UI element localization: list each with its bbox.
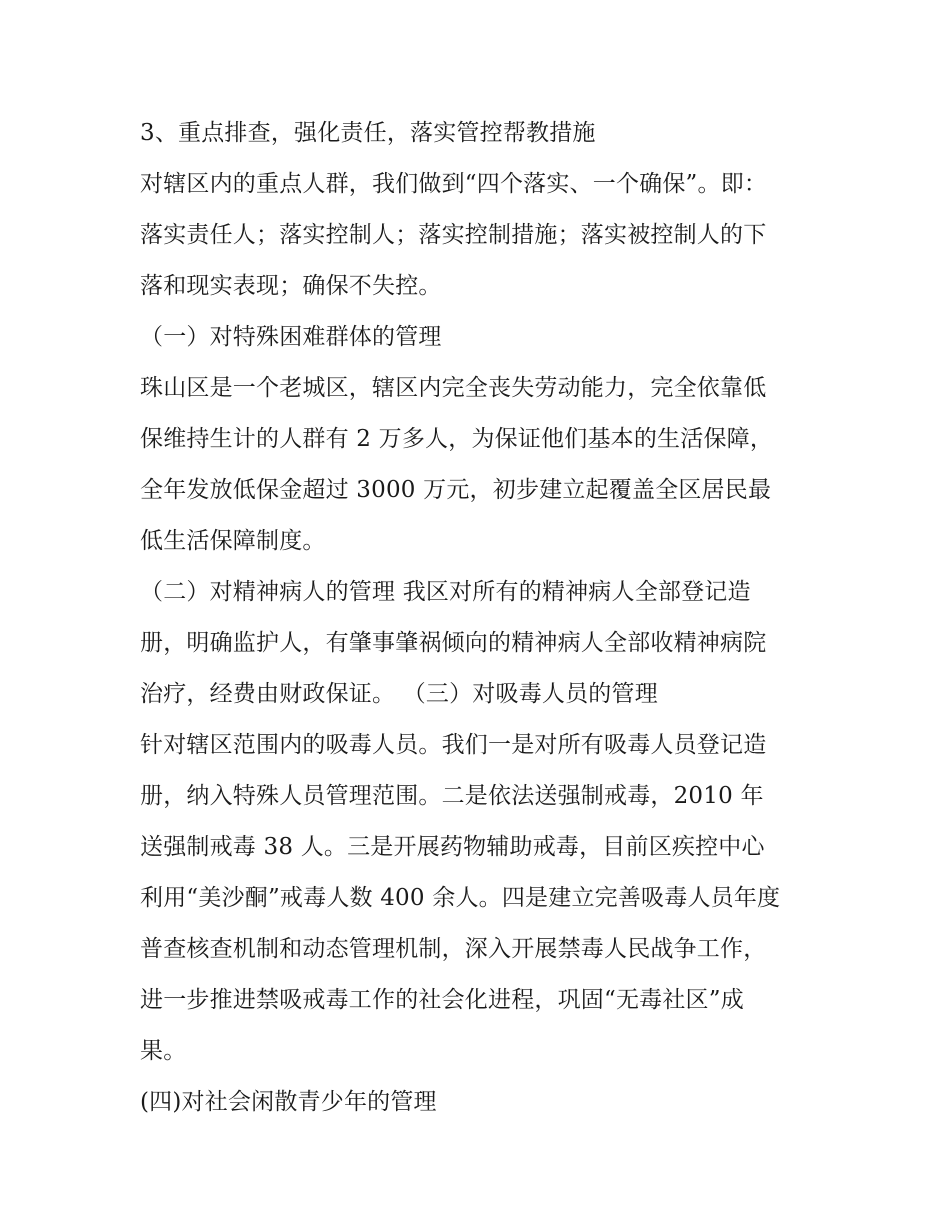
paragraph-line: 册，明确监护人，有肇事肇祸倾向的精神病人全部收精神病院: [140, 630, 767, 656]
paragraph-line: 落和现实表现；确保不失控。: [140, 273, 442, 299]
paragraph-line: 果。: [140, 1038, 187, 1064]
subsection-heading: （二）对精神病人的管理 我区对所有的精神病人全部登记造: [140, 579, 751, 605]
paragraph-line: 落实责任人；落实控制人；落实控制措施；落实被控制人的下: [140, 222, 767, 248]
paragraph-line: 普查核查机制和动态管理机制，深入开展禁毒人民战争工作，: [140, 936, 767, 962]
paragraph-line: 全年发放低保金超过 3000 万元，初步建立起覆盖全区居民最: [140, 477, 772, 503]
subsection-heading: (四)对社会闲散青少年的管理: [140, 1089, 437, 1115]
paragraph-line: 针对辖区范围内的吸毒人员。我们一是对所有吸毒人员登记造: [140, 732, 767, 758]
paragraph-line: 治疗，经费由财政保证。 （三）对吸毒人员的管理: [140, 681, 658, 707]
paragraph-line: 进一步推进禁吸戒毒工作的社会化进程，巩固“无毒社区”成: [140, 987, 744, 1013]
paragraph-line: 珠山区是一个老城区，辖区内完全丧失劳动能力，完全依靠低: [140, 375, 767, 401]
paragraph-line: 对辖区内的重点人群，我们做到“四个落实、一个确保”。即：: [140, 171, 768, 197]
paragraph-line: 低生活保障制度。: [140, 528, 326, 554]
document-body: [140, 108, 830, 1128]
subsection-heading: （一）对特殊困难群体的管理: [140, 324, 442, 350]
paragraph-line: 利用“美沙酮”戒毒人数 400 余人。四是建立完善吸毒人员年度: [140, 885, 781, 911]
paragraph-line: 册，纳入特殊人员管理范围。二是依法送强制戒毒，2010 年: [140, 783, 764, 809]
paragraph-line: 送强制戒毒 38 人。三是开展药物辅助戒毒，目前区疾控中心: [140, 834, 765, 860]
section-heading: 3、重点排查，强化责任，落实管控帮教措施: [140, 120, 596, 146]
paragraph-line: 保维持生计的人群有 2 万多人，为保证他们基本的生活保障，: [140, 426, 774, 452]
